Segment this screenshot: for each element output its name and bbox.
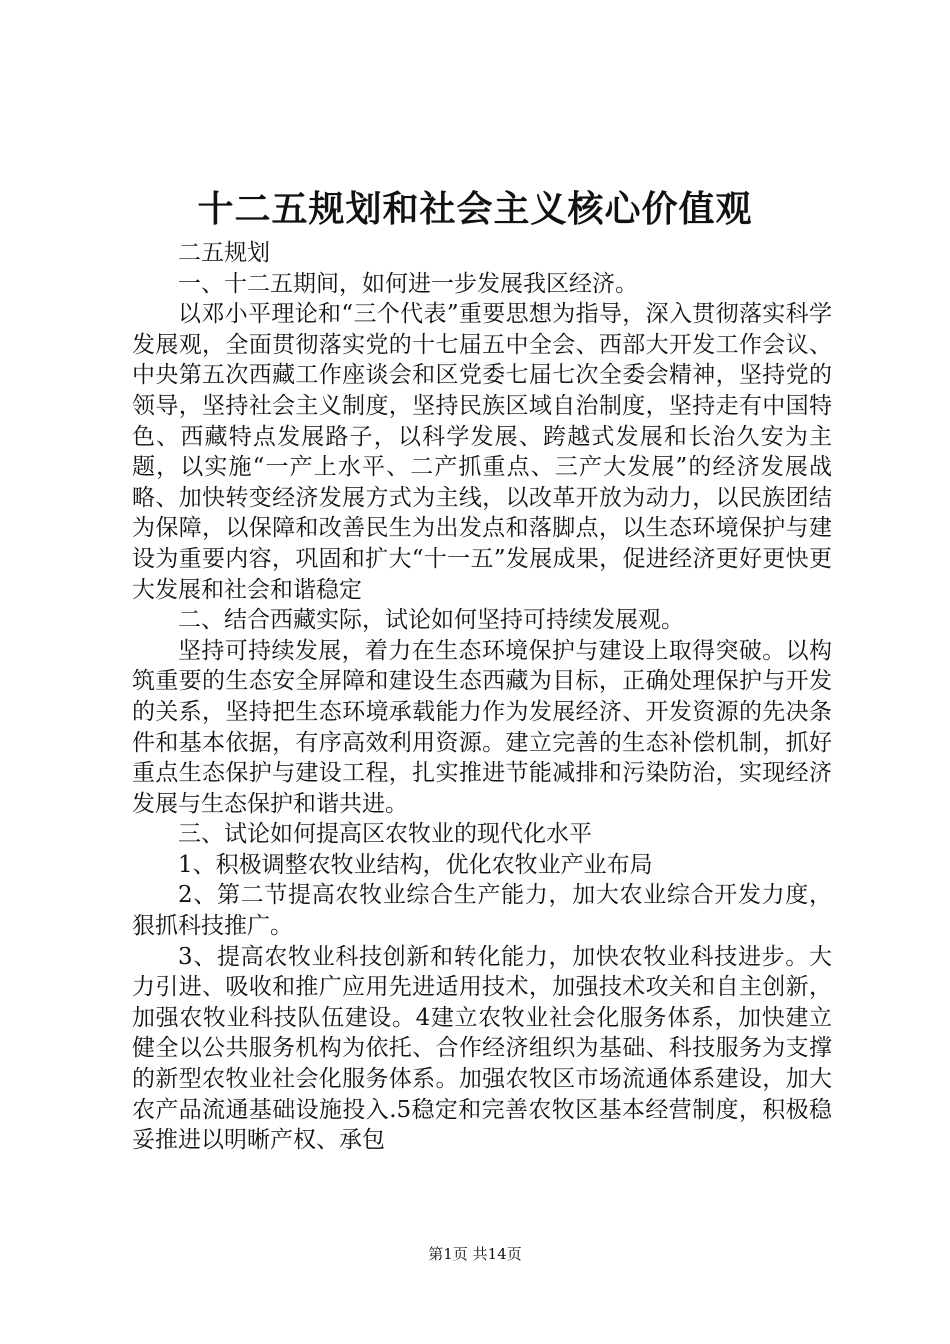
paragraph-item-1: 1、积极调整农牧业结构，优化农牧业产业布局	[178, 851, 653, 878]
paragraph-question-3: 三、试论如何提高区农牧业的现代化水平	[178, 821, 592, 848]
document-body	[132, 238, 832, 1156]
page-footer: 第1页 共14页	[428, 1245, 522, 1263]
paragraph-item-3: 3、提高农牧业科技创新和转化能力，加快农牧业科技进步。大力引进、吸收和推广应用先进适用技术，加强技术攻关和自主创新，加强农牧业科技队伍建设。4建立农牧业社会化服务体系，加快建立健全以公共服务机构为依托、合作经济组织为基础、科技服务为支撑的新型农牧业社会化服务体系。加强农牧区市场流通体系建设，加大农产品流通基础设施投入.5稳定和完善农牧区基本经营制度，积极稳妥推进以明晰产权、承包	[132, 943, 832, 1154]
paragraph-heading: 二五规划	[178, 240, 270, 266]
paragraph-item-2: 2、第二节提高农牧业综合生产能力，加大农业综合开发力度，狠抓科技推广。	[132, 882, 832, 940]
paragraph-question-2: 二、结合西藏实际，试论如何坚持可持续发展观。	[178, 607, 684, 634]
paragraph-answer-1: 以邓小平理论和“三个代表”重要思想为指导，深入贯彻落实科学发展观，全面贯彻落实党的十七届五中全会、西部大开发工作会议、中央第五次西藏工作座谈会和区党委七届七次全委会精神，坚持党的领导，坚持社会主义制度，坚持民族区域自治制度，坚持走有中国特色、西藏特点发展路子，以科学发展、跨越式发展和长治久安为主题，以实施“一产上水平、二产抓重点、三产大发展”的经济发展战略、加快转变经济发展方式为主线，以改革开放为动力，以民族团结为保障，以保障和改善民生为出发点和落脚点，以生态环境保护与建设为重要内容，巩固和扩大“十一五”发展成果，促进经济更好更快更大发展和社会和谐稳定	[132, 301, 832, 603]
paragraph-question-1: 一、十二五期间，如何进一步发展我区经济。	[178, 270, 638, 297]
paragraph-answer-2: 坚持可持续发展，着力在生态环境保护与建设上取得突破。以构筑重要的生态安全屏障和建设生态西藏为目标，正确处理保护与开发的关系，坚持把生态环境承载能力作为发展经济、开发资源的先决条件和基本依据，有序高效利用资源。建立完善的生态补偿机制，抓好重点生态保护与建设工程，扎实推进节能减排和污染防治，实现经济发展与生态保护和谐共进。	[132, 637, 832, 817]
document-title: 十二五规划和社会主义核心价值观	[197, 188, 753, 230]
